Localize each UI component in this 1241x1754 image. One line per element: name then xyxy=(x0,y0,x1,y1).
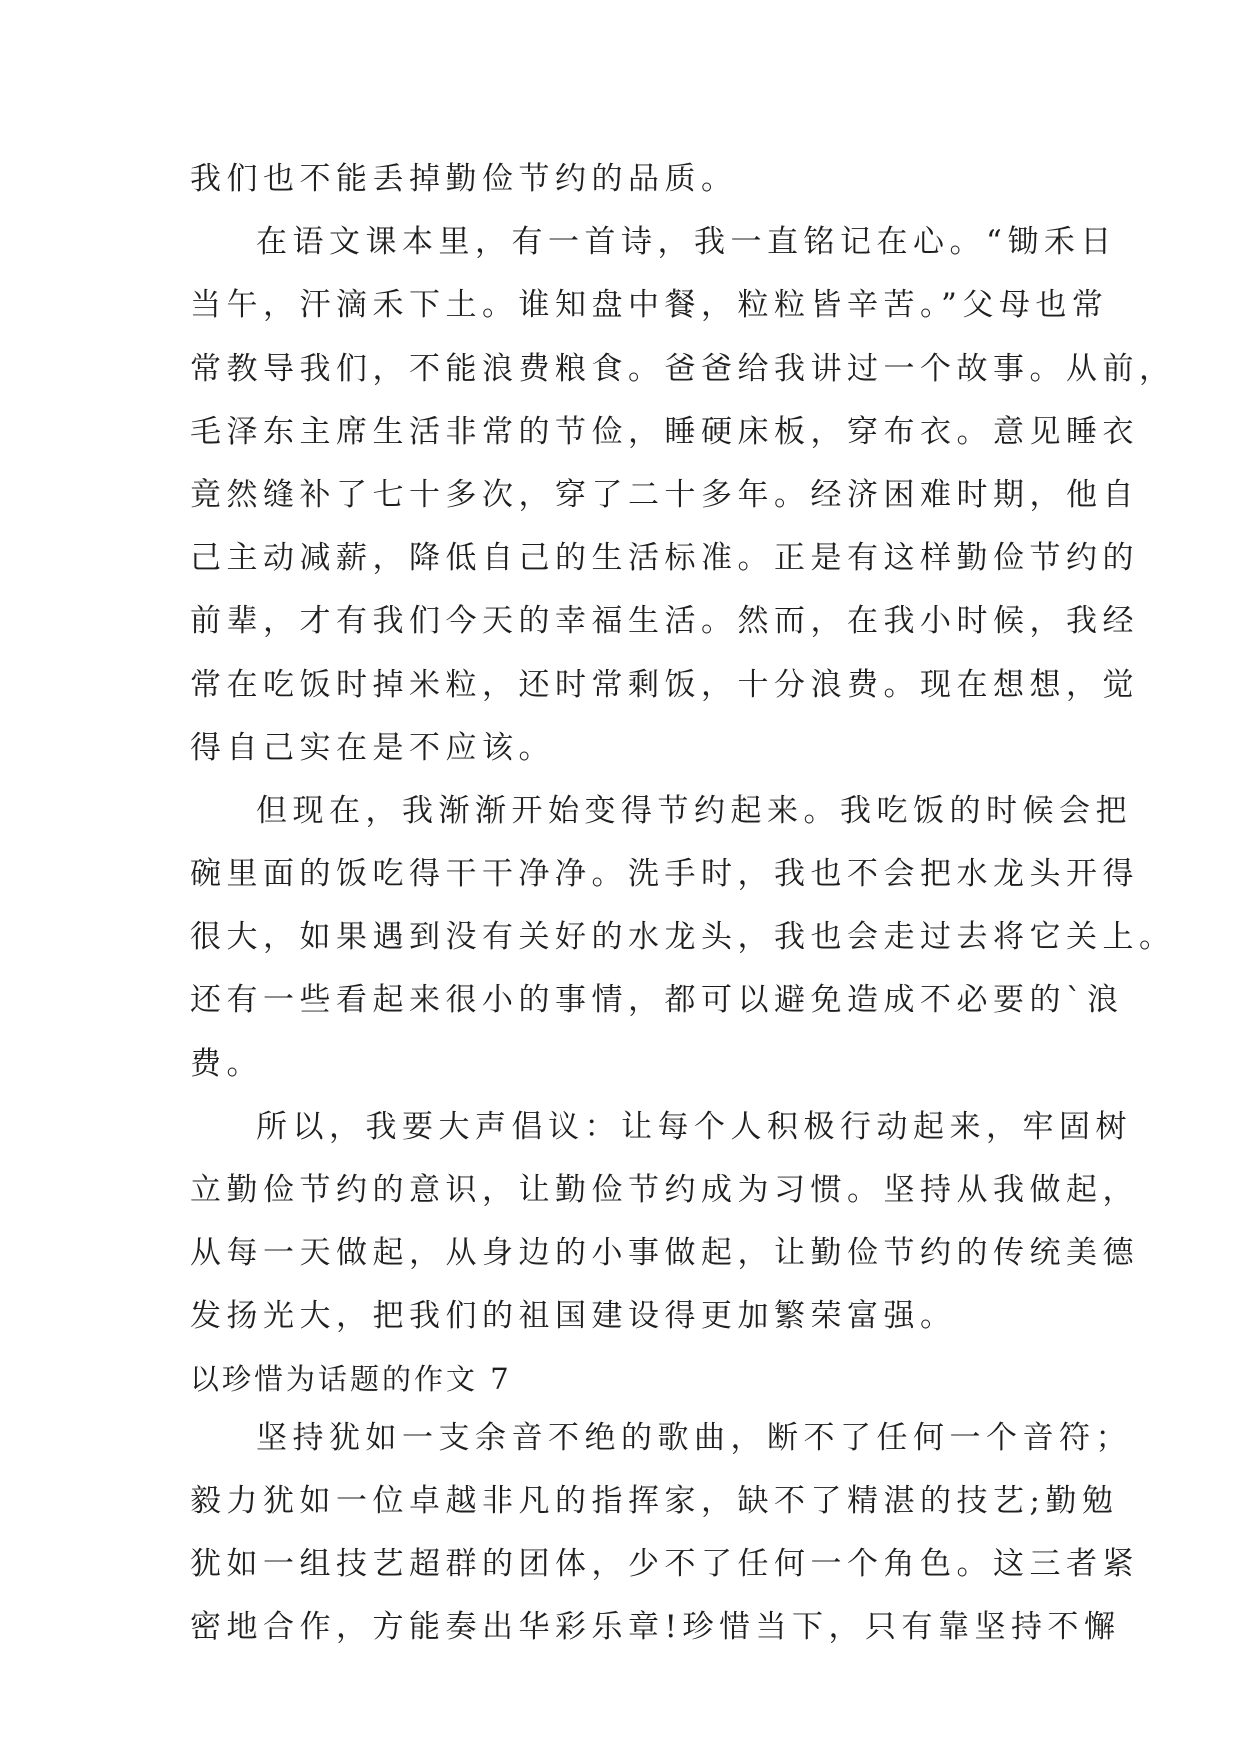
text-line: 己主动减薪，降低自己的生活标准。正是有这样勤俭节约的 xyxy=(190,540,1139,577)
text-line: 前辈，才有我们今天的幸福生活。然而，在我小时候，我经 xyxy=(190,603,1139,640)
text-line: 犹如一组技艺超群的团体，少不了任何一个角色。这三者紧 xyxy=(190,1545,1139,1582)
text-line: 碗里面的饭吃得干干净净。洗手时，我也不会把水龙头开得 xyxy=(190,856,1139,893)
document-body xyxy=(190,148,1176,1659)
essay-7-body xyxy=(190,1407,1139,1660)
text-line: 在语文课本里，有一首诗，我一直铭记在心。“锄禾日 xyxy=(256,224,1117,261)
text-line: 毛泽东主席生活非常的节俭，睡硬床板，穿布衣。意见睡衣 xyxy=(190,413,1139,450)
text-line: 当午，汗滴禾下土。谁知盘中餐，粒粒皆辛苦。”父母也常 xyxy=(190,287,1109,324)
text-line: 毅力犹如一位卓越非凡的指挥家，缺不了精湛的技艺;勤勉 xyxy=(190,1482,1119,1519)
text-line: 但现在，我渐渐开始变得节约起来。我吃饭的时候会把 xyxy=(256,792,1132,829)
section-heading: 以珍惜为话题的作文 7 xyxy=(190,1361,512,1396)
text-line: 很大，如果遇到没有关好的水龙头，我也会走过去将它关上。 xyxy=(190,919,1176,956)
text-line: 发扬光大，把我们的祖国建设得更加繁荣富强。 xyxy=(190,1298,957,1335)
text-line: 常在吃饭时掉米粒，还时常剩饭，十分浪费。现在想想，觉 xyxy=(190,666,1139,703)
text-line: 从每一天做起，从身边的小事做起，让勤俭节约的传统美德 xyxy=(190,1235,1139,1272)
text-line: 我们也不能丢掉勤俭节约的品质。 xyxy=(190,161,738,197)
text-line: 所以，我要大声倡议：让每个人积极行动起来，牢固树 xyxy=(256,1108,1132,1145)
text-line: 坚持犹如一支余音不绝的歌曲，断不了任何一个音符； xyxy=(256,1419,1132,1456)
essay-continuation xyxy=(190,148,1176,1349)
text-line: 常教导我们，不能浪费粮食。爸爸给我讲过一个故事。从前， xyxy=(190,350,1176,387)
text-line: 密地合作，方能奏出华彩乐章!珍惜当下，只有靠坚持不懈 xyxy=(190,1609,1121,1646)
text-line: 竟然缝补了七十多次，穿了二十多年。经济困难时期，他自 xyxy=(190,476,1139,513)
text-line: 得自己实在是不应该。 xyxy=(190,729,555,766)
text-line: 费。 xyxy=(190,1045,263,1082)
text-line: 立勤俭节约的意识，让勤俭节约成为习惯。坚持从我做起， xyxy=(190,1172,1139,1208)
text-line: 还有一些看起来很小的事情，都可以避免造成不必要的`浪 xyxy=(190,982,1124,1019)
